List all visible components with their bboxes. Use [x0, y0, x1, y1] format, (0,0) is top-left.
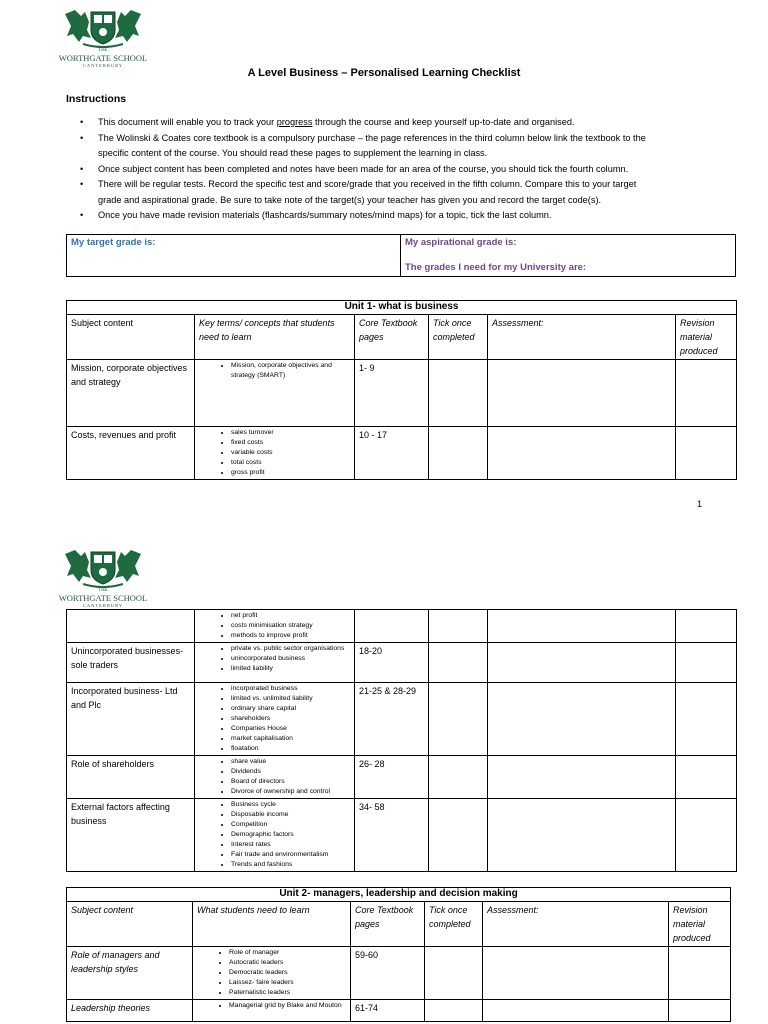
- table-row: [67, 947, 731, 1000]
- term-item: • costs minimisation strategy: [231, 621, 350, 631]
- tick-cell[interactable]: [425, 947, 483, 1000]
- col-subject-content: Subject content: [67, 315, 195, 360]
- revision-cell[interactable]: [676, 799, 737, 872]
- assessment-cell[interactable]: [488, 360, 676, 427]
- subject-cell: Role of shareholders: [67, 756, 195, 799]
- terms-list: [199, 428, 350, 478]
- instructions-heading: Instructions: [66, 93, 127, 105]
- table-row: [67, 643, 737, 683]
- pages-cell: 59-60: [351, 947, 425, 1000]
- term-item: • Disposable income: [231, 810, 350, 820]
- aspirational-grade-label: My aspirational grade is:: [405, 237, 517, 248]
- term-item: • market capitalisation: [231, 734, 350, 744]
- term-item: • Autocratic leaders: [229, 958, 346, 968]
- logo-school-name: WORTHGATE SCHOOL: [58, 53, 148, 63]
- logo-the: THE: [98, 588, 108, 593]
- term-item: • Laissez- faire leaders: [229, 978, 346, 988]
- term-item: • total costs: [231, 458, 350, 468]
- subject-cell: Unincorporated businesses- sole traders: [67, 643, 195, 683]
- term-item: • fixed costs: [231, 438, 350, 448]
- subject-cell: Leadership theories: [67, 1000, 193, 1022]
- school-logo: [58, 6, 148, 68]
- term-item: • Fair trade and environmentalism: [231, 850, 350, 860]
- instructions-list: [66, 115, 746, 224]
- revision-cell[interactable]: [676, 610, 737, 643]
- tick-cell[interactable]: [429, 610, 488, 643]
- term-item: • Managerial grid by Blake and Mouton: [229, 1001, 346, 1011]
- term-item: • net profit: [231, 611, 350, 621]
- university-grades-label: The grades I need for my University are:: [405, 262, 587, 273]
- assessment-cell[interactable]: [488, 643, 676, 683]
- term-item: • Role of manager: [229, 948, 346, 958]
- tick-cell[interactable]: [429, 683, 488, 756]
- term-item: • Paternalistic leaders: [229, 988, 346, 998]
- unit1-continued-table: [66, 609, 737, 872]
- terms-list: [199, 684, 350, 754]
- subject-cell: Mission, corporate objectives and strategy: [67, 360, 195, 427]
- logo-town: CANTERBURY: [82, 603, 124, 608]
- pages-cell: 21-25 & 28-29: [355, 683, 429, 756]
- revision-cell[interactable]: [669, 947, 731, 1000]
- col-subject-content: Subject content: [67, 902, 193, 947]
- term-item: • floatation: [231, 744, 350, 754]
- revision-cell[interactable]: [676, 427, 737, 480]
- revision-cell[interactable]: [669, 1000, 731, 1022]
- tick-cell[interactable]: [429, 643, 488, 683]
- revision-cell[interactable]: [676, 683, 737, 756]
- assessment-cell[interactable]: [483, 1000, 669, 1022]
- revision-cell[interactable]: [676, 756, 737, 799]
- term-item: • sales turnover: [231, 428, 350, 438]
- assessment-cell[interactable]: [488, 756, 676, 799]
- term-item: • Trends and fashions: [231, 860, 350, 870]
- table-row: [67, 756, 737, 799]
- logo-the: THE: [98, 48, 108, 53]
- assessment-cell[interactable]: [488, 427, 676, 480]
- school-crest-icon: [61, 546, 145, 588]
- term-item: • shareholders: [231, 714, 350, 724]
- terms-list: [197, 1001, 346, 1011]
- terms-list: [199, 757, 350, 797]
- subject-cell: Costs, revenues and profit: [67, 427, 195, 480]
- term-item: • ordinary share capital: [231, 704, 350, 714]
- assessment-cell[interactable]: [488, 799, 676, 872]
- school-logo: [58, 546, 148, 608]
- term-item: • limited liability: [231, 664, 350, 674]
- list-item: • The Wolinski & Coates core textbook is a compulsory purchase – the page references in the third column below link the textbook to the specific content of the course. You should read these pages to supplement the learning in class.: [66, 131, 746, 162]
- progress-underlined: progress: [276, 117, 313, 127]
- unit1-table: [66, 300, 737, 480]
- term-item: • Divorce of ownership and control: [231, 787, 350, 797]
- pages-cell: 34- 58: [355, 799, 429, 872]
- table-row: [67, 1000, 731, 1022]
- table-row: [67, 360, 737, 427]
- tick-cell[interactable]: [429, 756, 488, 799]
- revision-cell[interactable]: [676, 360, 737, 427]
- term-item: • variable costs: [231, 448, 350, 458]
- terms-list: [197, 948, 346, 998]
- tick-cell[interactable]: [429, 360, 488, 427]
- col-textbook-pages: Core Textbook pages: [355, 315, 429, 360]
- assessment-cell[interactable]: [488, 683, 676, 756]
- unit2-header: Unit 2- managers, leadership and decision making: [67, 888, 731, 902]
- term-item: • methods to improve profit: [231, 631, 350, 641]
- term-item: • unincorporated business: [231, 654, 350, 664]
- school-crest-icon: [61, 6, 145, 48]
- revision-cell[interactable]: [676, 643, 737, 683]
- term-item: • Demographic factors: [231, 830, 350, 840]
- pages-cell: 1- 9: [355, 360, 429, 427]
- term-item: • gross profit: [231, 468, 350, 478]
- logo-town: CANTERBURY: [82, 63, 124, 68]
- unit1-header: Unit 1- what is business: [67, 301, 737, 315]
- col-key-terms: Key terms/ concepts that students need to learn: [195, 315, 355, 360]
- col-assessment: Assessment:: [483, 902, 669, 947]
- list-item: • Once subject content has been completed and notes have been made for an area of the course, you should tick the fourth column.: [66, 162, 746, 178]
- col-tick: Tick once completed: [429, 315, 488, 360]
- terms-list: [199, 644, 350, 674]
- terms-list: [199, 611, 350, 641]
- assessment-cell[interactable]: [483, 947, 669, 1000]
- page-title: A Level Business – Personalised Learning Checklist: [247, 67, 521, 79]
- col-revision: Revision material produced: [669, 902, 731, 947]
- pages-cell: 10 - 17: [355, 427, 429, 480]
- page-number: 1: [697, 499, 703, 509]
- subject-cell: External factors affecting business: [67, 799, 195, 872]
- table-row: [67, 610, 737, 643]
- term-item: • Competition: [231, 820, 350, 830]
- term-item: • Board of directors: [231, 777, 350, 787]
- col-tick: Tick once completed: [425, 902, 483, 947]
- logo-school-name: WORTHGATE SCHOOL: [58, 593, 148, 603]
- terms-list: [199, 800, 350, 870]
- term-item: • Interest rates: [231, 840, 350, 850]
- term-item: • Companies House: [231, 724, 350, 734]
- tick-cell[interactable]: [429, 427, 488, 480]
- pages-cell: [355, 610, 429, 643]
- table-row: [67, 683, 737, 756]
- term-item: • limited vs. unlimited liability: [231, 694, 350, 704]
- col-textbook-pages: Core Textbook pages: [351, 902, 425, 947]
- grade-goals-box: [66, 234, 736, 277]
- pages-cell: 26- 28: [355, 756, 429, 799]
- term-item: • Business cycle: [231, 800, 350, 810]
- subject-cell: Role of managers and leadership styles: [67, 947, 193, 1000]
- col-revision: Revision material produced: [676, 315, 737, 360]
- assessment-cell[interactable]: [488, 610, 676, 643]
- list-item: • This document will enable you to track your progress through the course and keep yourself up-to-date and organised.: [66, 115, 746, 131]
- list-item: • Once you have made revision materials (flashcards/summary notes/mind maps) for a topic, tick the last column.: [66, 208, 746, 224]
- subject-cell: Incorporated business- Ltd and Plc: [67, 683, 195, 756]
- unit2-table: [66, 887, 731, 1022]
- col-what-to-learn: What students need to learn: [193, 902, 351, 947]
- term-item: • Democratic leaders: [229, 968, 346, 978]
- pages-cell: 61-74: [351, 1000, 425, 1022]
- table-row: [67, 427, 737, 480]
- term-item: • incorporated business: [231, 684, 350, 694]
- list-item: • There will be regular tests. Record the specific test and score/grade that you received in the fifth column. Compare this to your target grade and aspirational grade. Be sure to take note of the target(s) your teacher has given you and record the target code(s).: [66, 177, 746, 208]
- terms-list: [199, 361, 350, 381]
- table-row: [67, 799, 737, 872]
- subject-cell: [67, 610, 195, 643]
- term-item: • share value: [231, 757, 350, 767]
- tick-cell[interactable]: [425, 1000, 483, 1022]
- pages-cell: 18-20: [355, 643, 429, 683]
- term-item: • Mission, corporate objectives and strategy (SMART): [231, 361, 350, 381]
- tick-cell[interactable]: [429, 799, 488, 872]
- term-item: • Dividends: [231, 767, 350, 777]
- col-assessment: Assessment:: [488, 315, 676, 360]
- term-item: • private vs. public sector organisations: [231, 644, 350, 654]
- target-grade-label: My target grade is:: [71, 237, 156, 248]
